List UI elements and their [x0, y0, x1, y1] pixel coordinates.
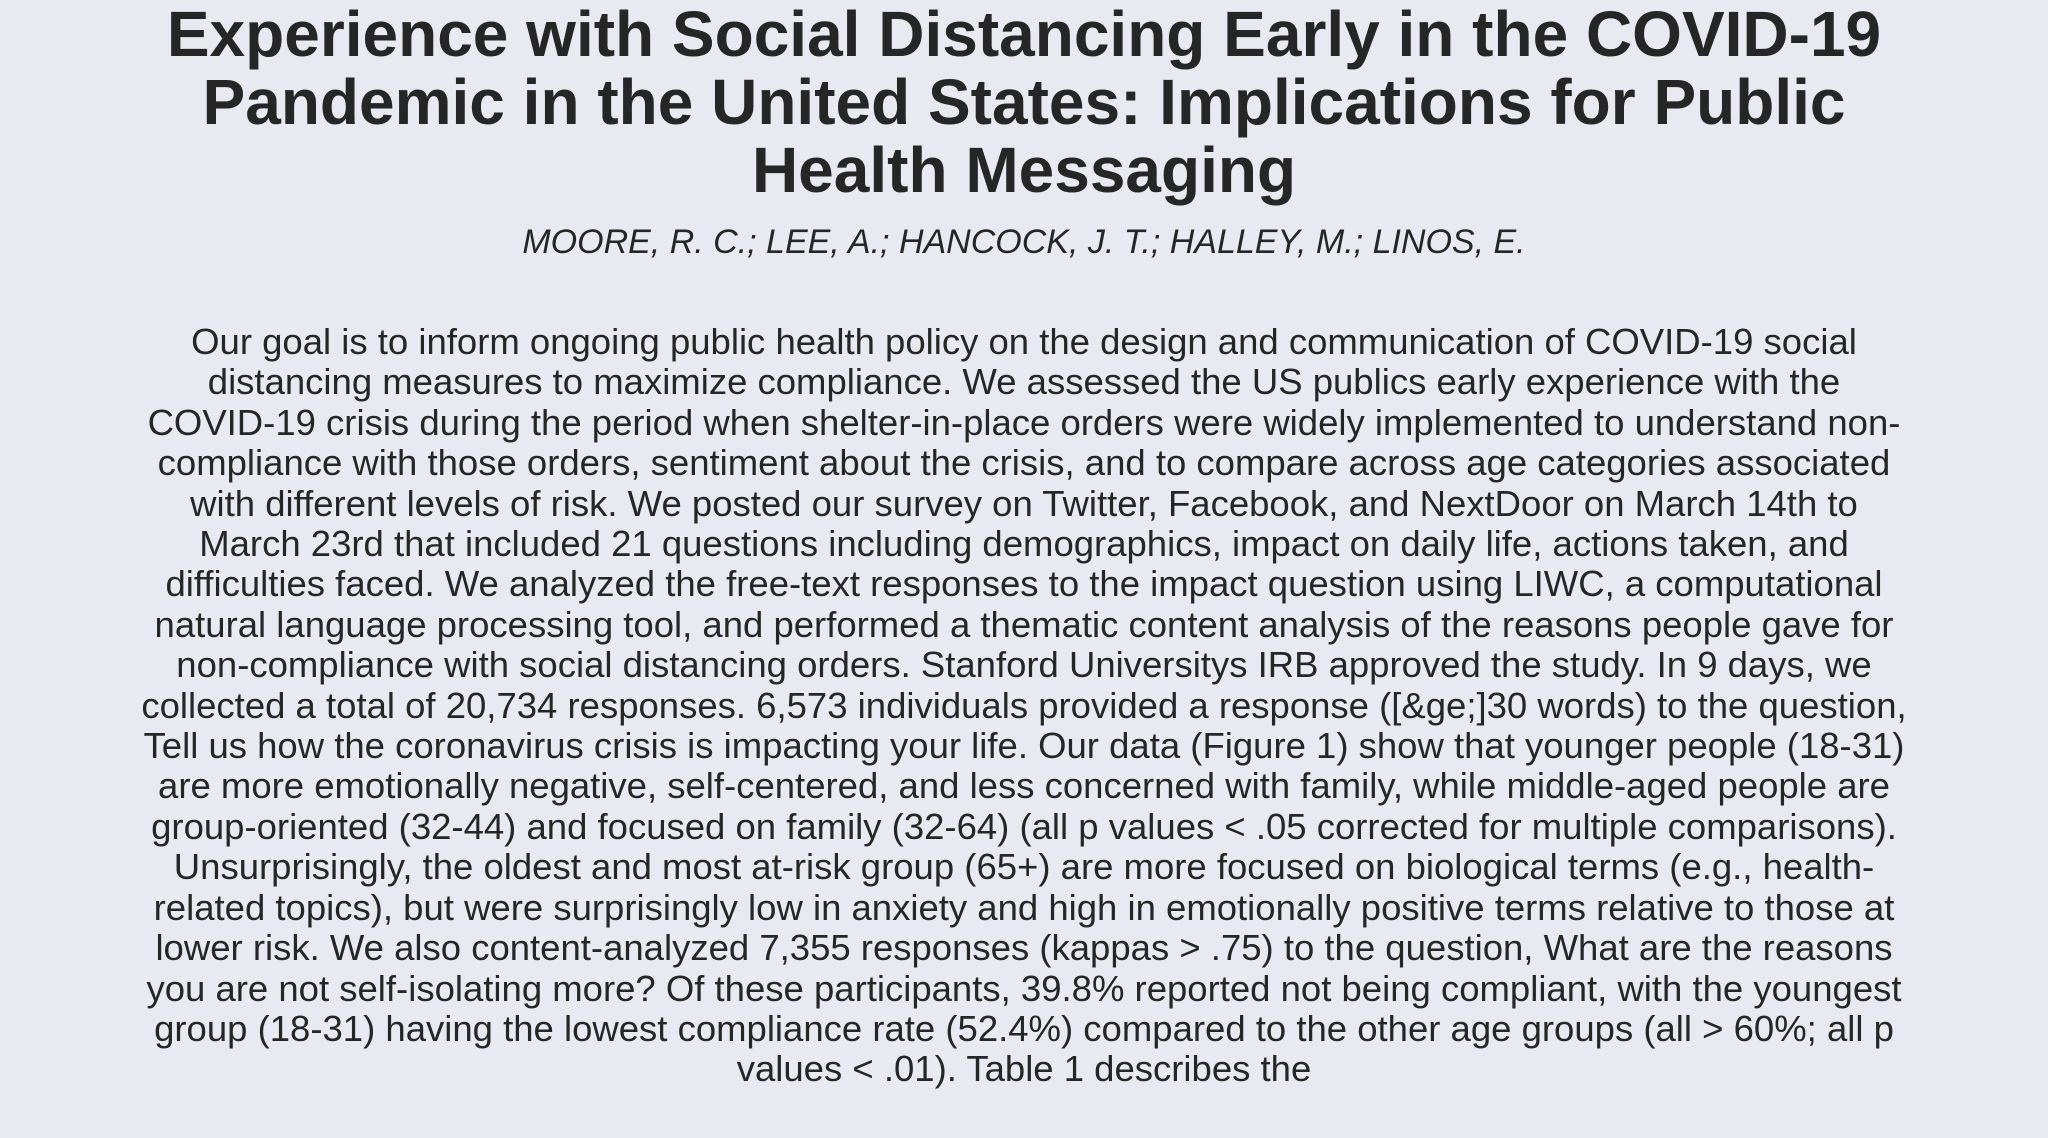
- author-list: MOORE, R. C.; LEE, A.; HANCOCK, J. T.; HALLEY, M.; LINOS, E.: [522, 223, 1526, 261]
- abstract-text: Our goal is to inform ongoing public health policy on the design and communication of COVID-19 social distancing measures to maximize compliance. We assessed the US publics early experience with the COVID-19 crisis during the period when shelter-in-place orders were widely implemented to understand non-compliance with those orders, sentiment about the crisis, and to compare across age categories associated with different levels of risk. We posted our survey on Twitter, Facebook, and NextDoor on March 14th to March 23rd that included 21 questions including demographics, impact on daily life, actions taken, and difficulties faced. We analyzed the free-text responses to the impact question using LIWC, a computational natural language processing tool, and performed a thematic content analysis of the reasons people gave for non-compliance with social distancing orders. Stanford Universitys IRB approved the study. In 9 days, we collected a total of 20,734 responses. 6,573 individuals provided a response ([&ge;]30 words) to the question, Tell us how the coronavirus crisis is impacting your life. Our data (Figure 1) show that younger people (18-31) are more emotionally negative, self-centered, and less concerned with family, while middle-aged people are group-oriented (32-44) and focused on family (32-64) (all p values < .05 corrected for multiple comparisons). Unsurprisingly, the oldest and most at-risk group (65+) are more focused on biological terms (e.g., health-related topics), but were surprisingly low in anxiety and high in emotionally positive terms relative to those at lower risk. We also content-analyzed 7,355 responses (kappas > .75) to the question, What are the reasons you are not self-isolating more? Of these participants, 39.8% reported not being compliant, with the youngest group (18-31) having the lowest compliance rate (52.4%) compared to the other age groups (all > 60%; all p values < .01). Table 1 describes the: [141, 321, 1907, 1090]
- paper-title: Experience with Social Distancing Early in the COVID-19 Pandemic in the United States: Implications for Public Health Messaging: [166, 0, 1882, 206]
